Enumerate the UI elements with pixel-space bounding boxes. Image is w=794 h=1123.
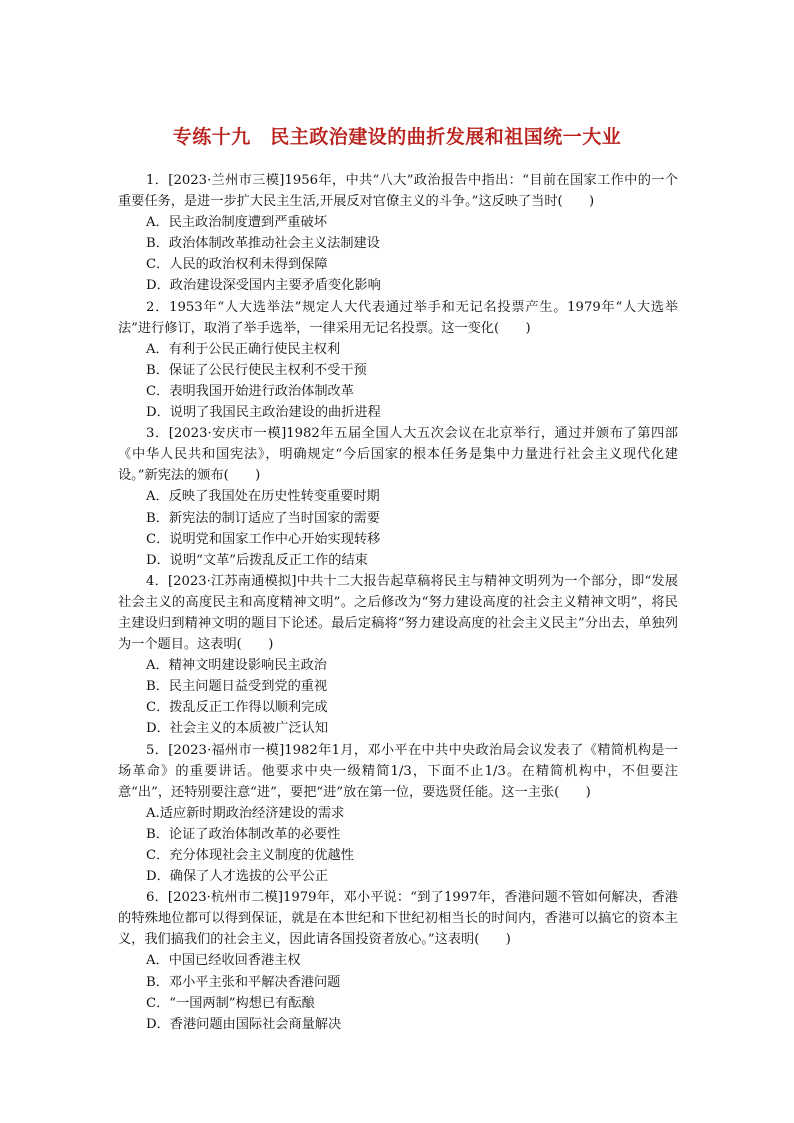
option-b: B．保证了公民行使民主权利不受干预 (146, 362, 367, 378)
question-stem: 4．[2023·江苏南通模拟]中共十二大报告起草稿将民主与精神文明列为一个部分，即“发展社会主义的高度民主和高度精神文明”。之后修改为“努力建设高度的社会主义精神文明”，将民主建设归到精神文明的题目下论述。最后定稿将“努力建设高度的社会主义民主”分出去，单独列为一个题目。这表明( ) (118, 573, 678, 653)
question-stem: 3．[2023·安庆市一模]1982年五届全国人大五次会议在北京举行，通过并颁布了第四部《中华人民共和国宪法》，明确规定“今后国家的根本任务是集中力量进行社会主义现代化建设。”新宪法的颁布( ) (118, 426, 678, 484)
page-title: 专练十九 民主政治建设的曲折发展和祖国统一大业 (172, 126, 622, 148)
question-2 (118, 297, 678, 424)
option-a: A．中国已经收回香港主权 (146, 953, 301, 969)
question-stem: 5．[2023·福州市一模]1982年1月，邓小平在中共中央政治局会议发表了《精简机构是一场革命》的重要讲话。他要求中央一级精简1/3，下面不止1/3。在精简机构中，不但要注意“出”，还特别要注意“进”，要把“进”放在第一位，要选贤任能。这一主张( ) (118, 742, 678, 800)
question-stem: 1．[2023·兰州市三模]1956年，中共“八大”政治报告中指出：“目前在国家工作中的一个重要任务，是进一步扩大民主生活,开展反对官僚主义的斗争。”这反映了当时( ) (118, 173, 678, 210)
option-a: A．民主政治制度遭到严重破坏 (146, 215, 327, 231)
option-d: D．社会主义的本质被广泛认知 (146, 721, 329, 737)
question-stem: 6．[2023·杭州市二模]1979年，邓小平说：“到了1997年，香港问题不管如何解决，香港的特殊地位都可以得到保证，就是在本世纪和下世纪初相当长的时间内，香港可以搞它的资本主义，我们搞我们的社会主义，因此请各国投资者放心。”这表明( ) (118, 890, 678, 948)
question-list (118, 170, 678, 1035)
question-5 (118, 740, 678, 888)
option-c: C．“一国两制”构想已有酝酿 (146, 995, 315, 1011)
option-c: C．拨乱反正工作得以顺利完成 (146, 700, 328, 716)
option-b: B．民主问题日益受到党的重视 (146, 679, 328, 695)
question-4 (118, 571, 678, 740)
option-d: D．确保了人才选拔的公平公正 (146, 869, 329, 885)
option-a: A．有利于公民正确行使民主权利 (146, 341, 341, 357)
question-1 (118, 170, 678, 297)
option-d: D．香港问题由国际社会商量解决 (146, 1016, 342, 1032)
option-b: B．政治体制改革推动社会主义法制建设 (146, 236, 380, 252)
question-3 (118, 423, 678, 571)
option-a: A.适应新时期政治经济建设的需求 (146, 805, 345, 821)
option-b: B．邓小平主张和平解决香港问题 (146, 974, 341, 990)
option-c: C．充分体现社会主义制度的优越性 (146, 848, 354, 863)
option-b: B．新宪法的制订适应了当时国家的需要 (146, 510, 380, 526)
option-a: A．反映了我国处在历史性转变重要时期 (146, 489, 380, 505)
option-d: D．政治建设深受国内主要矛盾变化影响 (146, 278, 381, 294)
option-b: B．论证了政治体制改革的必要性 (146, 826, 341, 842)
option-c: C．说明党和国家工作中心开始实现转移 (146, 531, 381, 547)
question-stem: 2．1953年“人大选举法”规定人大代表通过举手和无记名投票产生。1979年“人大选举法”进行修订，取消了举手选举，一律采用无记名投票。这一变化( ) (118, 299, 678, 336)
option-d: D．说明了我国民主政治建设的曲折进程 (146, 405, 381, 421)
question-6 (118, 887, 678, 1035)
option-a: A．精神文明建设影响民主政治 (146, 658, 327, 674)
option-c: C．表明我国开始进行政治体制改革 (146, 383, 354, 399)
option-d: D．说明“文革”后拨乱反正工作的结束 (146, 552, 368, 568)
option-c: C．人民的政治权利未得到保障 (146, 257, 328, 273)
